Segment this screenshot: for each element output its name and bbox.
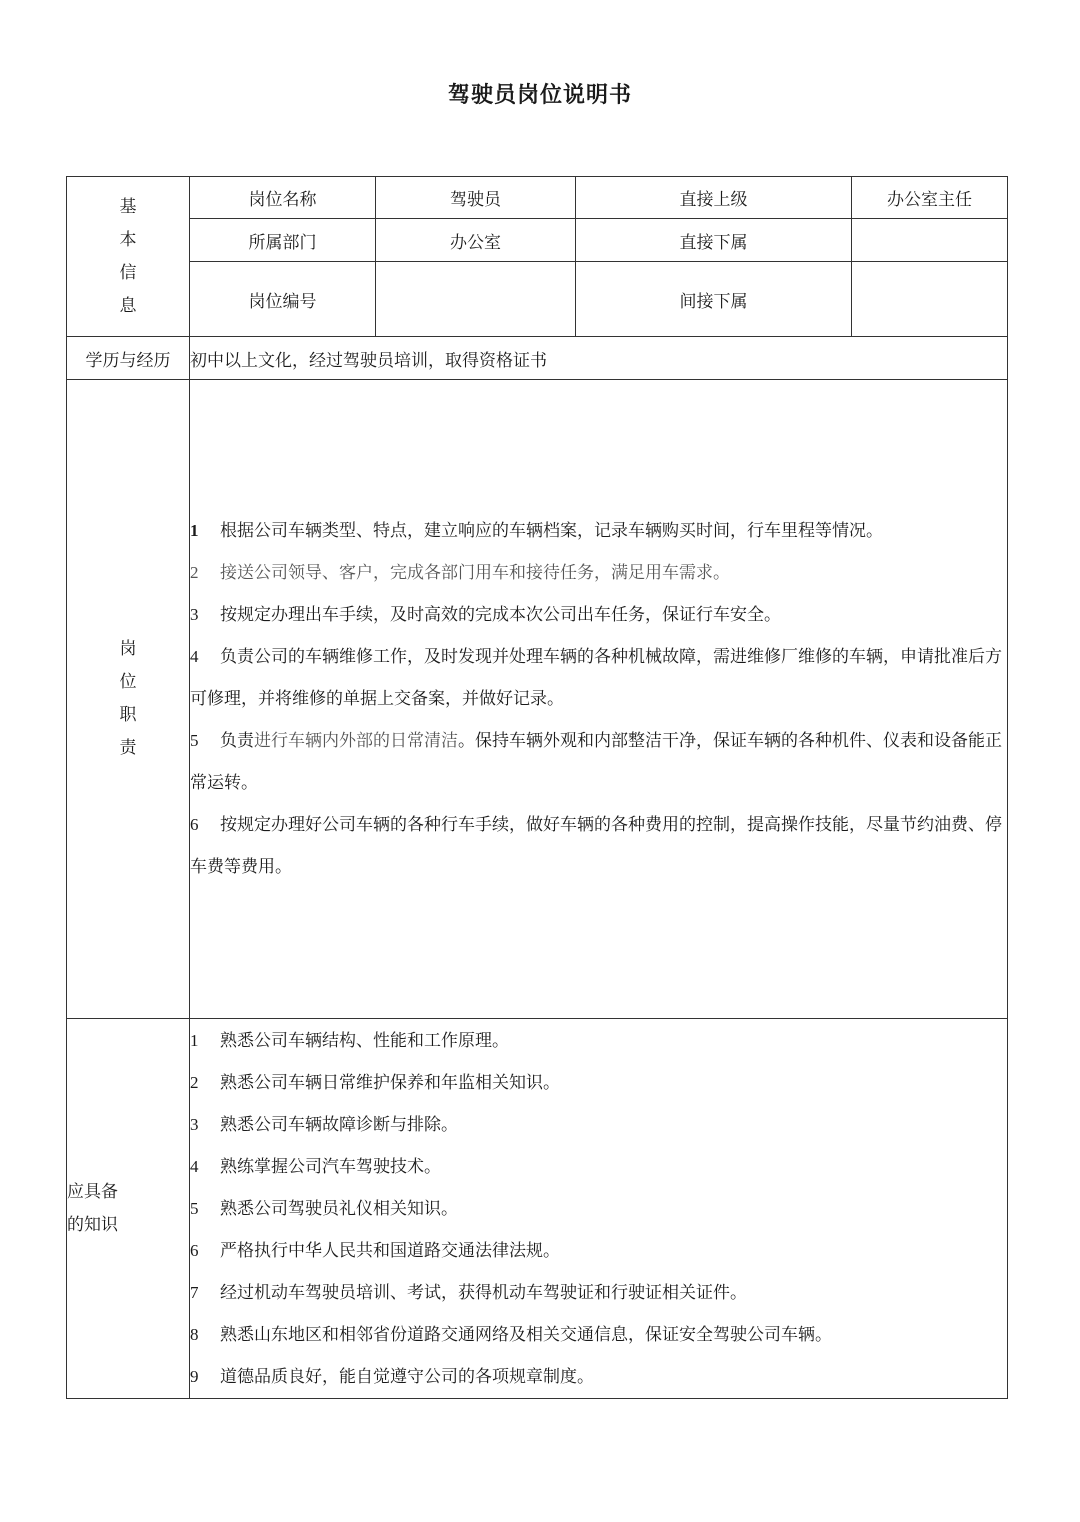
duties-label-char: 责 <box>119 738 137 758</box>
education-label: 学历与经历 <box>67 337 190 380</box>
position-name-label: 岗位名称 <box>190 177 376 219</box>
knowledge-number: 3 <box>190 1114 199 1134</box>
knowledge-text: 经过机动车驾驶员培训、考试，获得机动车驾驶证和行驶证相关证件。 <box>220 1282 747 1303</box>
duty-text: 根据公司车辆类型、特点，建立响应的车辆档案，记录车辆购买时间，行车里程等情况。 <box>220 521 883 541</box>
knowledge-row <box>67 1019 1008 1399</box>
knowledge-item <box>190 1230 1007 1272</box>
position-code-label: 岗位编号 <box>190 262 376 337</box>
duties-content <box>190 380 1008 1019</box>
document-title: 驾驶员岗位说明书 <box>447 83 632 108</box>
knowledge-number: 5 <box>190 1198 199 1218</box>
duty-number: 1 <box>190 521 199 540</box>
knowledge-label <box>67 1019 190 1399</box>
duties-row <box>67 380 1008 1019</box>
direct-subordinate-value <box>852 219 1008 262</box>
duty-item <box>190 720 1007 804</box>
knowledge-text: 道德品质良好，能自觉遵守公司的各项规章制度。 <box>220 1366 594 1387</box>
job-description-table <box>66 176 1008 1399</box>
knowledge-number: 9 <box>190 1366 199 1386</box>
knowledge-text: 熟悉公司车辆故障诊断与排除。 <box>220 1114 458 1135</box>
knowledge-number: 8 <box>190 1324 199 1344</box>
basic-info-row-2 <box>67 219 1008 262</box>
basic-info-label-char: 息 <box>119 295 137 316</box>
knowledge-item <box>190 1062 1007 1104</box>
knowledge-item <box>190 1356 1007 1398</box>
knowledge-item <box>190 1020 1007 1062</box>
duty-text: 负责公司的车辆维修工作，及时发现并处理车辆的各种机械故障，需进维修厂维修的车辆，申请批准后方可修理，并将维修的单据上交备案，并做好记录。 <box>190 647 1002 709</box>
knowledge-number: 6 <box>190 1240 199 1260</box>
basic-info-label <box>67 177 190 337</box>
basic-info-row-3 <box>67 262 1008 337</box>
duty-item <box>190 804 1007 888</box>
knowledge-item <box>190 1104 1007 1146</box>
duties-label <box>67 380 190 1019</box>
basic-info-label-char: 信 <box>119 262 137 283</box>
knowledge-label-line: 应具备 <box>67 1181 118 1202</box>
knowledge-item <box>190 1146 1007 1188</box>
duty-number: 6 <box>190 815 199 834</box>
duty-text: 。保持车辆外观和内部整洁干净，保证车辆的各种机件、仪表和设备能正常运转。 <box>190 731 1002 793</box>
department-label: 所属部门 <box>190 219 376 262</box>
direct-subordinate-label: 直接下属 <box>576 219 852 262</box>
knowledge-label-line: 的知识 <box>67 1214 118 1235</box>
knowledge-item <box>190 1314 1007 1356</box>
knowledge-text: 熟练掌握公司汽车驾驶技术。 <box>220 1156 441 1177</box>
knowledge-number: 7 <box>190 1282 199 1302</box>
duties-label-char: 职 <box>119 705 137 725</box>
duty-number: 2 <box>190 563 199 582</box>
indirect-subordinate-value <box>852 262 1008 337</box>
education-text: 初中以上文化，经过驾驶员培训，取得资格证书 <box>190 337 1008 380</box>
knowledge-text: 严格执行中华人民共和国道路交通法律法规。 <box>220 1240 560 1261</box>
duty-text: 按规定办理出车手续，及时高效的完成本次公司出车任务，保证行车安全。 <box>220 605 781 625</box>
basic-info-label-char: 基 <box>119 196 137 217</box>
basic-info-label-char: 本 <box>119 229 137 250</box>
duty-item <box>190 636 1007 720</box>
knowledge-text: 熟悉公司车辆日常维护保养和年监相关知识。 <box>220 1072 560 1093</box>
duty-number: 3 <box>190 605 199 624</box>
duties-label-char: 位 <box>119 672 137 692</box>
knowledge-number: 2 <box>190 1072 199 1092</box>
knowledge-text: 熟悉公司驾驶员礼仪相关知识。 <box>220 1198 458 1219</box>
duty-text: 接送公司领导、客户，完成各部门用车和接待任务，满足用车需求。 <box>220 563 730 583</box>
education-row <box>67 337 1008 380</box>
knowledge-item <box>190 1272 1007 1314</box>
duty-number: 5 <box>190 731 199 750</box>
knowledge-number: 4 <box>190 1156 199 1176</box>
direct-superior-label: 直接上级 <box>576 177 852 219</box>
department-value: 办公室 <box>376 219 576 262</box>
duty-text-gray: 进行车辆内外部的日常清洁 <box>254 731 458 751</box>
position-code-value <box>376 262 576 337</box>
duty-item <box>190 552 1007 594</box>
indirect-subordinate-label: 间接下属 <box>576 262 852 337</box>
position-name-value: 驾驶员 <box>376 177 576 219</box>
duty-item <box>190 594 1007 636</box>
knowledge-content <box>190 1019 1008 1399</box>
direct-superior-value: 办公室主任 <box>852 177 1008 219</box>
knowledge-text: 熟悉山东地区和相邻省份道路交通网络及相关交通信息，保证安全驾驶公司车辆。 <box>220 1324 832 1345</box>
knowledge-number: 1 <box>190 1030 199 1050</box>
basic-info-row-1 <box>67 177 1008 219</box>
knowledge-text: 熟悉公司车辆结构、性能和工作原理。 <box>220 1030 509 1051</box>
duties-label-char: 岗 <box>119 639 137 659</box>
duty-number: 4 <box>190 647 199 666</box>
duty-item <box>190 510 1007 552</box>
duty-text: 按规定办理好公司车辆的各种行车手续，做好车辆的各种费用的控制，提高操作技能，尽量节约油费、停车费等费用。 <box>190 815 1002 877</box>
duty-text: 负责 <box>220 731 254 751</box>
knowledge-item <box>190 1188 1007 1230</box>
